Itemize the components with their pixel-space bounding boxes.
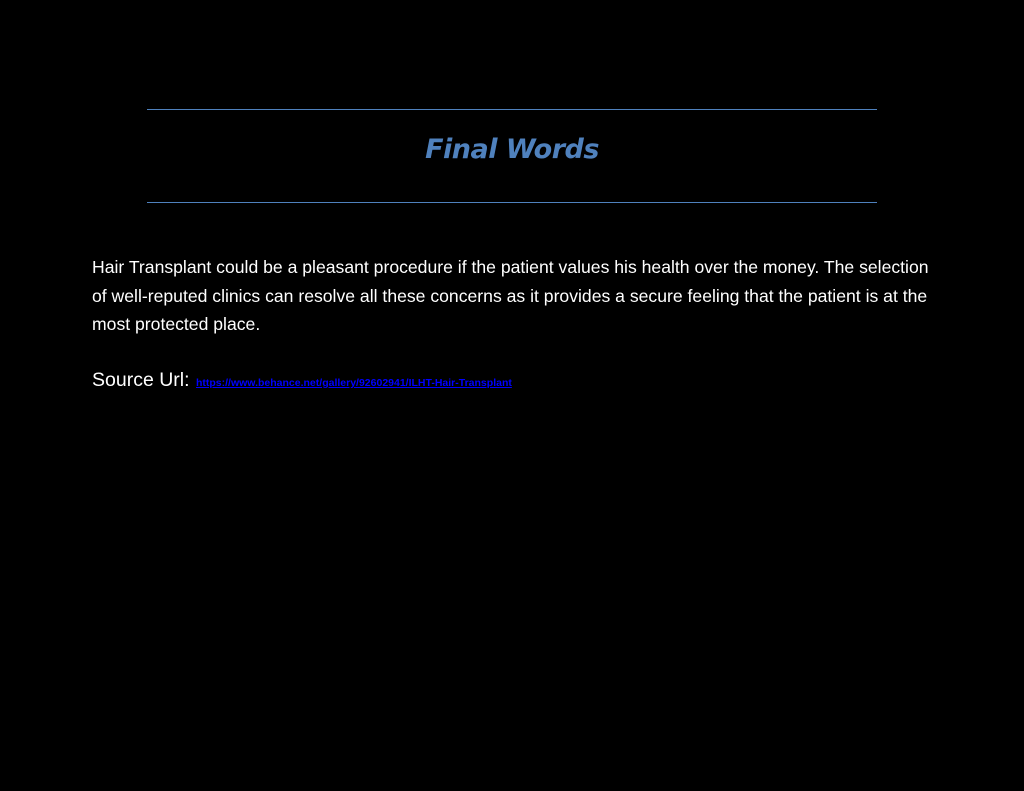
body-paragraph: Hair Transplant could be a pleasant procedure if the patient values his health over the money. The selection of well-reputed clinics can resolve all these concerns as it provides a secure feeling that the patient is at the most protected place.: [92, 257, 929, 334]
page-title: Final Words: [425, 134, 599, 165]
title-bottom-rule: [147, 202, 877, 203]
source-label: Source Url:: [92, 369, 190, 391]
title-top-rule: [147, 109, 877, 110]
source-line: [92, 366, 512, 394]
source-url-link[interactable]: https://www.behance.net/gallery/92602941/ILHT-Hair-Transplant: [195, 377, 512, 389]
